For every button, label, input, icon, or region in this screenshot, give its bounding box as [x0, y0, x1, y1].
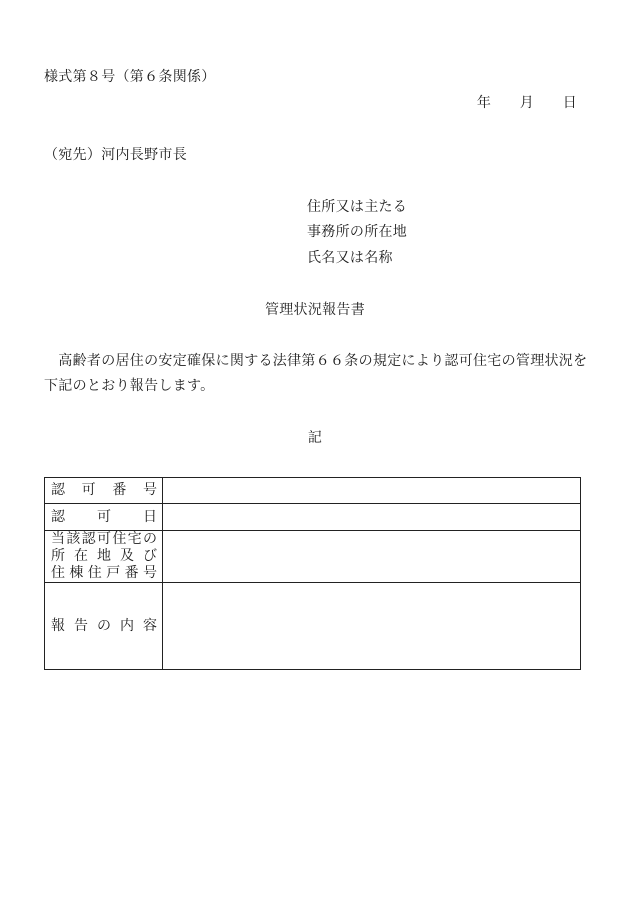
form-number: 様式第８号（第６条関係） [44, 69, 216, 85]
note-heading: 記 [307, 430, 323, 446]
body-paragraph-line: 下記のとおり報告します。 [44, 378, 215, 394]
report-table [44, 477, 581, 670]
row-label [45, 478, 163, 503]
applicant-name-label: 氏名又は名称 [307, 250, 393, 266]
row-label-text: 報告の内容 [51, 617, 157, 634]
addressee: （宛先）河内長野市長 [44, 147, 187, 163]
applicant-address-label: 事務所の所在地 [307, 224, 408, 240]
date-line: 年 月 日 [476, 95, 577, 111]
row-label-text: 認可日 [51, 508, 157, 525]
applicant-address-label: 住所又は主たる [307, 199, 408, 215]
row-value [163, 504, 580, 530]
row-label [45, 583, 163, 669]
table-row [45, 531, 580, 583]
row-value [163, 583, 580, 669]
row-label-text: 住棟住戸番号 [51, 565, 157, 581]
document-title: 管理状況報告書 [264, 302, 366, 318]
row-label-text: 認可番号 [51, 482, 157, 498]
row-label-text: 当該認可住宅の [51, 531, 157, 547]
row-label-text: 所在地及び [51, 548, 157, 564]
table-row [45, 504, 580, 531]
body-paragraph-line: 高齢者の居住の安定確保に関する法律第６６条の規定により認可住宅の管理状況を [44, 353, 588, 369]
table-row [45, 478, 580, 504]
table-row [45, 583, 580, 669]
row-value [163, 478, 580, 503]
row-value [163, 531, 580, 582]
row-label [45, 531, 163, 582]
row-label [45, 504, 163, 530]
